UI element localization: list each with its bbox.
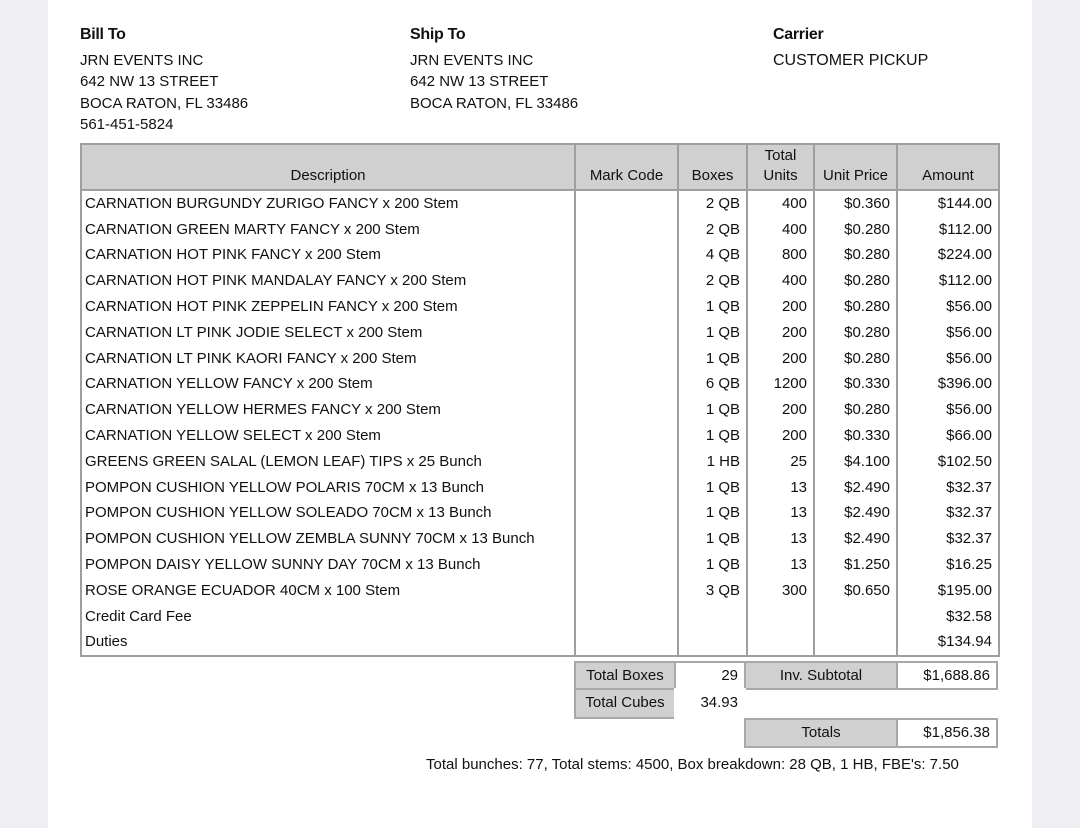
line-mark-code <box>575 423 678 449</box>
line-description: CARNATION YELLOW SELECT x 200 Stem <box>81 423 575 449</box>
header-amount: Amount <box>897 144 999 190</box>
line-amount: $32.37 <box>897 501 999 527</box>
line-description: CARNATION HOT PINK FANCY x 200 Stem <box>81 243 575 269</box>
bill-to-city: BOCA RATON, FL 33486 <box>80 94 249 112</box>
line-mark-code <box>575 501 678 527</box>
line-mark-code <box>575 552 678 578</box>
line-total-units: 200 <box>747 320 814 346</box>
bill-to-street: 642 NW 13 STREET <box>80 73 219 90</box>
ship-to-block <box>410 24 578 114</box>
line-unit-price <box>814 630 897 657</box>
line-total-units: 13 <box>747 475 814 501</box>
line-total-units: 200 <box>747 423 814 449</box>
inv-subtotal-label: Inv. Subtotal <box>744 661 898 690</box>
line-boxes: 1 QB <box>678 501 747 527</box>
line-mark-code <box>575 526 678 552</box>
line-mark-code <box>575 243 678 269</box>
footer-summary: Total bunches: 77, Total stems: 4500, Box breakdown: 28 QB, 1 HB, FBE's: 7.50 <box>426 756 959 773</box>
line-total-units: 400 <box>747 268 814 294</box>
line-unit-price: $0.330 <box>814 372 897 398</box>
table-row <box>81 475 999 501</box>
line-amount: $144.00 <box>897 190 999 217</box>
table-row <box>81 526 999 552</box>
line-amount: $112.00 <box>897 268 999 294</box>
line-mark-code <box>575 346 678 372</box>
table-row <box>81 423 999 449</box>
total-cubes-value: 34.93 <box>674 688 746 719</box>
totals-label: Totals <box>744 718 898 748</box>
line-description: CARNATION YELLOW FANCY x 200 Stem <box>81 372 575 398</box>
inv-subtotal-value: $1,688.86 <box>896 661 998 690</box>
line-description: CARNATION GREEN MARTY FANCY x 200 Stem <box>81 217 575 243</box>
line-amount: $56.00 <box>897 346 999 372</box>
line-total-units: 200 <box>747 346 814 372</box>
header-boxes: Boxes <box>678 144 747 190</box>
total-boxes-label: Total Boxes <box>574 661 676 690</box>
line-boxes: 1 QB <box>678 526 747 552</box>
line-unit-price: $2.490 <box>814 501 897 527</box>
bill-to-phone: 561-451-5824 <box>80 116 174 133</box>
carrier-block <box>773 24 928 71</box>
line-items-table <box>80 143 1000 657</box>
line-amount: $195.00 <box>897 578 999 604</box>
line-unit-price <box>814 604 897 630</box>
line-description: CARNATION HOT PINK MANDALAY FANCY x 200 Stem <box>81 268 575 294</box>
line-amount: $102.50 <box>897 449 999 475</box>
line-boxes: 4 QB <box>678 243 747 269</box>
table-row <box>81 449 999 475</box>
line-boxes: 6 QB <box>678 372 747 398</box>
line-amount: $134.94 <box>897 630 999 657</box>
table-header-row <box>81 144 999 190</box>
line-unit-price: $0.650 <box>814 578 897 604</box>
line-description: Duties <box>81 630 575 657</box>
line-mark-code <box>575 268 678 294</box>
line-description: GREENS GREEN SALAL (LEMON LEAF) TIPS x 25 Bunch <box>81 449 575 475</box>
header-total-units <box>747 144 814 190</box>
total-boxes-value: 29 <box>674 661 746 690</box>
line-amount: $32.37 <box>897 526 999 552</box>
line-unit-price: $0.280 <box>814 320 897 346</box>
line-mark-code <box>575 320 678 346</box>
table-row <box>81 320 999 346</box>
line-boxes: 1 QB <box>678 346 747 372</box>
line-description: ROSE ORANGE ECUADOR 40CM x 100 Stem <box>81 578 575 604</box>
line-description: CARNATION BURGUNDY ZURIGO FANCY x 200 Stem <box>81 190 575 217</box>
line-unit-price: $2.490 <box>814 475 897 501</box>
table-row <box>81 501 999 527</box>
line-boxes: 1 QB <box>678 397 747 423</box>
table-row <box>81 552 999 578</box>
line-boxes: 2 QB <box>678 217 747 243</box>
table-row <box>81 397 999 423</box>
header-description: Description <box>81 144 575 190</box>
line-mark-code <box>575 190 678 217</box>
line-boxes: 1 QB <box>678 320 747 346</box>
line-amount: $32.37 <box>897 475 999 501</box>
line-mark-code <box>575 604 678 630</box>
table-row <box>81 346 999 372</box>
line-total-units: 13 <box>747 501 814 527</box>
line-total-units: 300 <box>747 578 814 604</box>
line-amount: $56.00 <box>897 320 999 346</box>
line-mark-code <box>575 449 678 475</box>
line-boxes: 2 QB <box>678 268 747 294</box>
line-amount: $16.25 <box>897 552 999 578</box>
table-row <box>81 372 999 398</box>
bill-to-block <box>80 24 248 136</box>
ship-to-heading: Ship To <box>410 26 466 43</box>
table-row <box>81 268 999 294</box>
line-mark-code <box>575 217 678 243</box>
line-unit-price: $0.360 <box>814 190 897 217</box>
line-description: CARNATION HOT PINK ZEPPELIN FANCY x 200 Stem <box>81 294 575 320</box>
line-description: POMPON CUSHION YELLOW SOLEADO 70CM x 13 Bunch <box>81 501 575 527</box>
table-row <box>81 294 999 320</box>
line-mark-code <box>575 578 678 604</box>
bill-to-name: JRN EVENTS INC <box>80 51 204 69</box>
line-description: CARNATION LT PINK JODIE SELECT x 200 Stem <box>81 320 575 346</box>
line-amount: $56.00 <box>897 397 999 423</box>
table-row <box>81 243 999 269</box>
table-row <box>81 217 999 243</box>
line-total-units <box>747 604 814 630</box>
line-total-units: 200 <box>747 397 814 423</box>
line-unit-price: $0.280 <box>814 268 897 294</box>
carrier-value: CUSTOMER PICKUP <box>773 51 929 69</box>
line-total-units <box>747 630 814 657</box>
line-description: POMPON DAISY YELLOW SUNNY DAY 70CM x 13 Bunch <box>81 552 575 578</box>
ship-to-street: 642 NW 13 STREET <box>410 73 549 90</box>
header-total-units-label: Total Units <box>763 147 798 184</box>
line-description: POMPON CUSHION YELLOW POLARIS 70CM x 13 Bunch <box>81 475 575 501</box>
line-description: POMPON CUSHION YELLOW ZEMBLA SUNNY 70CM x 13 Bunch <box>81 526 575 552</box>
line-mark-code <box>575 397 678 423</box>
line-amount: $66.00 <box>897 423 999 449</box>
carrier-heading: Carrier <box>773 26 824 43</box>
line-unit-price: $1.250 <box>814 552 897 578</box>
line-amount: $32.58 <box>897 604 999 630</box>
line-amount: $224.00 <box>897 243 999 269</box>
line-boxes: 2 QB <box>678 190 747 217</box>
line-boxes <box>678 604 747 630</box>
line-unit-price: $0.280 <box>814 346 897 372</box>
line-mark-code <box>575 294 678 320</box>
table-row <box>81 604 999 630</box>
line-description: CARNATION YELLOW HERMES FANCY x 200 Stem <box>81 397 575 423</box>
bill-to-heading: Bill To <box>80 26 126 43</box>
line-total-units: 25 <box>747 449 814 475</box>
table-row <box>81 190 999 217</box>
ship-to-name: JRN EVENTS INC <box>410 51 534 69</box>
line-mark-code <box>575 372 678 398</box>
line-total-units: 800 <box>747 243 814 269</box>
line-total-units: 13 <box>747 526 814 552</box>
total-cubes-label: Total Cubes <box>574 688 676 719</box>
line-unit-price: $4.100 <box>814 449 897 475</box>
line-total-units: 1200 <box>747 372 814 398</box>
table-row <box>81 578 999 604</box>
line-amount: $112.00 <box>897 217 999 243</box>
line-boxes: 1 HB <box>678 449 747 475</box>
line-unit-price: $0.280 <box>814 397 897 423</box>
line-boxes: 1 QB <box>678 552 747 578</box>
line-boxes: 3 QB <box>678 578 747 604</box>
line-unit-price: $2.490 <box>814 526 897 552</box>
line-unit-price: $0.280 <box>814 243 897 269</box>
line-unit-price: $0.280 <box>814 294 897 320</box>
line-amount: $56.00 <box>897 294 999 320</box>
line-description: Credit Card Fee <box>81 604 575 630</box>
header-mark-code: Mark Code <box>575 144 678 190</box>
line-total-units: 200 <box>747 294 814 320</box>
line-mark-code <box>575 630 678 657</box>
totals-value: $1,856.38 <box>896 718 998 748</box>
invoice-page <box>48 0 1032 828</box>
header-unit-price: Unit Price <box>814 144 897 190</box>
line-boxes <box>678 630 747 657</box>
line-boxes: 1 QB <box>678 423 747 449</box>
line-amount: $396.00 <box>897 372 999 398</box>
line-boxes: 1 QB <box>678 294 747 320</box>
line-description: CARNATION LT PINK KAORI FANCY x 200 Stem <box>81 346 575 372</box>
line-unit-price: $0.280 <box>814 217 897 243</box>
ship-to-city: BOCA RATON, FL 33486 <box>410 94 579 112</box>
line-total-units: 13 <box>747 552 814 578</box>
line-total-units: 400 <box>747 217 814 243</box>
table-row <box>81 630 999 657</box>
line-boxes: 1 QB <box>678 475 747 501</box>
line-total-units: 400 <box>747 190 814 217</box>
line-unit-price: $0.330 <box>814 423 897 449</box>
line-mark-code <box>575 475 678 501</box>
